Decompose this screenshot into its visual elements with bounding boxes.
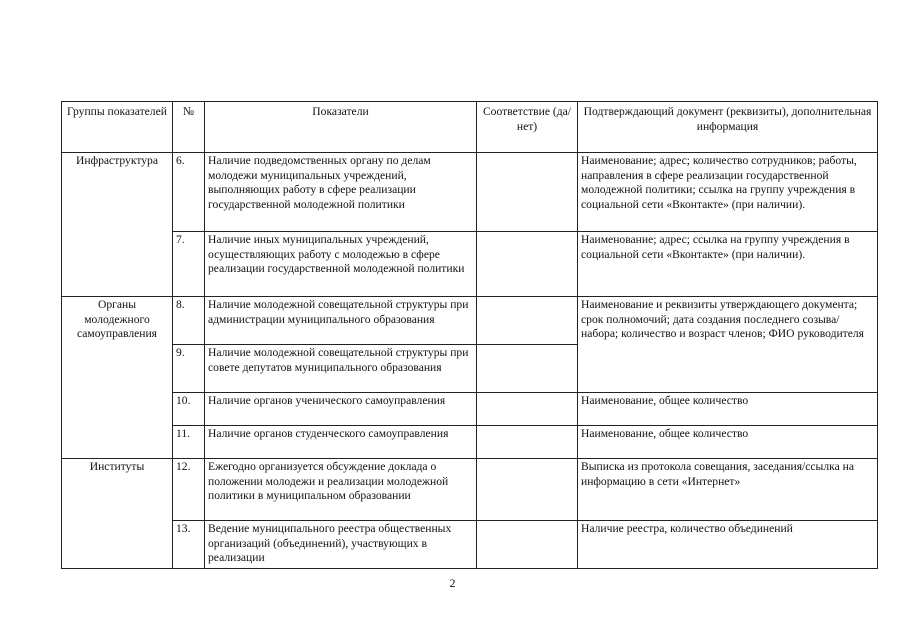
compliance-cell[interactable]	[477, 426, 578, 459]
table-row	[62, 297, 878, 345]
table-row	[62, 153, 878, 232]
table-row	[62, 232, 878, 297]
compliance-cell[interactable]	[477, 521, 578, 569]
compliance-cell[interactable]	[477, 297, 578, 345]
header-number: №	[173, 102, 205, 153]
document-cell: Наименование; адрес; ссылка на группу учреждения в социальной сети «Вконтакте» (при наличии).	[578, 232, 878, 297]
indicators-table	[61, 101, 878, 569]
compliance-cell[interactable]	[477, 393, 578, 426]
row-number: 8.	[173, 297, 205, 345]
table-row	[62, 426, 878, 459]
document-cell: Наличие реестра, количество объединений	[578, 521, 878, 569]
row-number: 6.	[173, 153, 205, 232]
compliance-cell[interactable]	[477, 459, 578, 521]
indicator-cell: Наличие иных муниципальных учреждений, осуществляющих работу с молодежью в сфере реализации государственной молодежной политики	[205, 232, 477, 297]
table-row	[62, 459, 878, 521]
header-group: Группы показателей	[62, 102, 173, 153]
header-document: Подтверждающий документ (реквизиты), дополнительная информация	[578, 102, 878, 153]
row-number: 7.	[173, 232, 205, 297]
table-row	[62, 521, 878, 569]
compliance-cell[interactable]	[477, 232, 578, 297]
indicator-cell: Ежегодно организуется обсуждение доклада о положении молодежи и реализации молодежной политики в муниципальном образовании	[205, 459, 477, 521]
row-number: 10.	[173, 393, 205, 426]
row-number: 11.	[173, 426, 205, 459]
indicator-cell: Наличие молодежной совещательной структуры при администрации муниципального образования	[205, 297, 477, 345]
document-cell: Выписка из протокола совещания, заседания/ссылка на информацию в сети «Интернет»	[578, 459, 878, 521]
document-cell: Наименование, общее количество	[578, 426, 878, 459]
group-cell-institutes: Институты	[62, 459, 173, 569]
table-row	[62, 393, 878, 426]
header-compliance: Соответствие (да/ нет)	[477, 102, 578, 153]
table-header-row	[62, 102, 878, 153]
compliance-cell[interactable]	[477, 345, 578, 393]
indicator-cell: Наличие органов студенческого самоуправления	[205, 426, 477, 459]
indicator-cell: Наличие органов ученического самоуправления	[205, 393, 477, 426]
indicator-cell: Наличие молодежной совещательной структуры при совете депутатов муниципального образования	[205, 345, 477, 393]
group-cell-infrastructure: Инфраструктура	[62, 153, 173, 297]
indicator-cell: Наличие подведомственных органу по делам молодежи муниципальных учреждений, выполняющих работу в сфере реализации государственной молодежной политики	[205, 153, 477, 232]
page-number: 2	[449, 576, 456, 590]
document-cell: Наименование и реквизиты утверждающего документа; срок полномочий; дата создания последнего созыва/набора; количество и возраст членов; ФИО руководителя	[578, 297, 878, 393]
row-number: 9.	[173, 345, 205, 393]
row-number: 13.	[173, 521, 205, 569]
indicator-cell: Ведение муниципального реестра общественных организаций (объединений), участвующих в реализации	[205, 521, 477, 569]
compliance-cell[interactable]	[477, 153, 578, 232]
document-cell: Наименование, общее количество	[578, 393, 878, 426]
group-cell-youth-self-government: Органы молодежного самоуправления	[62, 297, 173, 459]
row-number: 12.	[173, 459, 205, 521]
document-cell: Наименование; адрес; количество сотрудников; работы, направления в сфере реализации государственной молодежной политики; ссылка на группу учреждения в социальной сети «Вконтакте» (при наличии).	[578, 153, 878, 232]
header-indicator: Показатели	[205, 102, 477, 153]
